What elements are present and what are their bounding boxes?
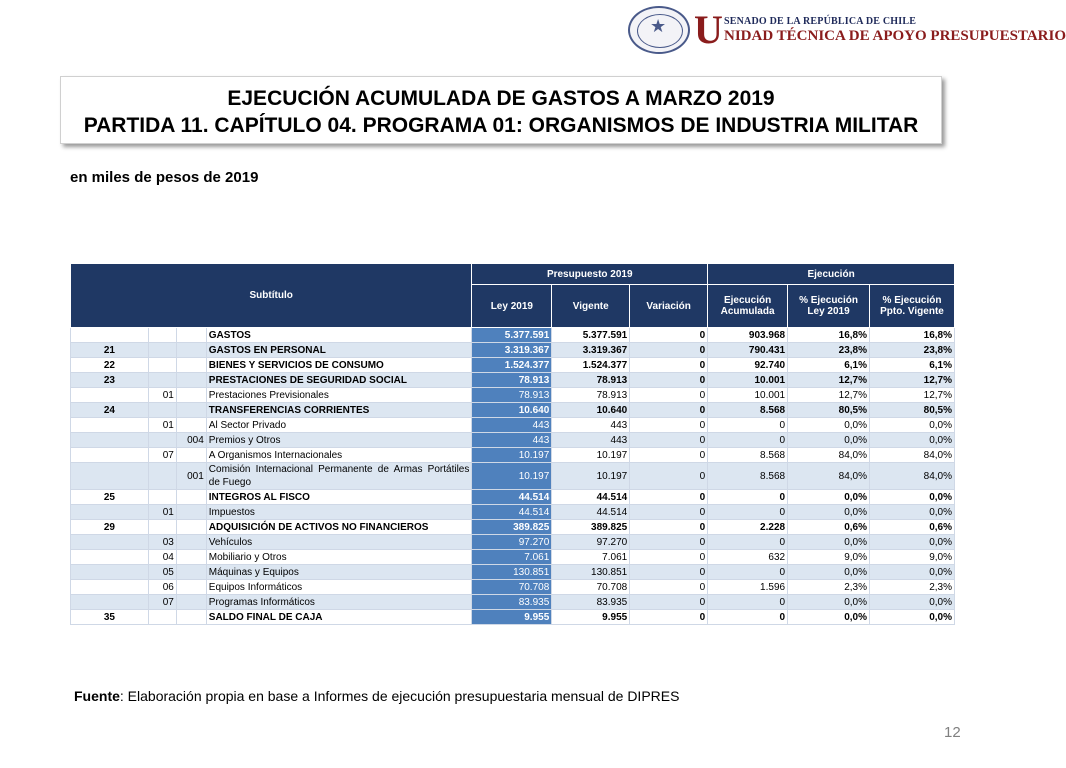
variacion-cell: 0 bbox=[630, 505, 708, 520]
description-cell: Programas Informáticos bbox=[206, 595, 472, 610]
vigente-cell: 7.061 bbox=[552, 550, 630, 565]
pct-ley-cell: 0,6% bbox=[788, 520, 870, 535]
ejecucion-cell: 903.968 bbox=[708, 328, 788, 343]
ley-cell: 97.270 bbox=[472, 535, 552, 550]
asignacion-cell bbox=[176, 580, 206, 595]
vigente-cell: 83.935 bbox=[552, 595, 630, 610]
ley-cell: 7.061 bbox=[472, 550, 552, 565]
pct-vigente-cell: 6,1% bbox=[870, 358, 955, 373]
description-cell: Máquinas y Equipos bbox=[206, 565, 472, 580]
item-cell: 01 bbox=[148, 388, 176, 403]
pct-vigente-cell: 84,0% bbox=[870, 448, 955, 463]
pct-vigente-cell: 0,0% bbox=[870, 433, 955, 448]
description-cell: Equipos Informáticos bbox=[206, 580, 472, 595]
pct-vigente-cell: 2,3% bbox=[870, 580, 955, 595]
logo-line2: NIDAD TÉCNICA DE APOYO PRESUPUESTARIO bbox=[724, 28, 1066, 44]
subtitulo-cell: 35 bbox=[71, 610, 149, 625]
subtitulo-cell: 25 bbox=[71, 490, 149, 505]
ley-cell: 443 bbox=[472, 418, 552, 433]
vigente-cell: 5.377.591 bbox=[552, 328, 630, 343]
table-row bbox=[71, 505, 955, 520]
table-row bbox=[71, 610, 955, 625]
ejecucion-cell: 632 bbox=[708, 550, 788, 565]
pct-ley-cell: 12,7% bbox=[788, 388, 870, 403]
vigente-cell: 443 bbox=[552, 433, 630, 448]
asignacion-cell bbox=[176, 418, 206, 433]
title-box bbox=[60, 76, 942, 144]
table-row bbox=[71, 520, 955, 535]
vigente-cell: 3.319.367 bbox=[552, 343, 630, 358]
ejecucion-cell: 10.001 bbox=[708, 373, 788, 388]
table-row bbox=[71, 595, 955, 610]
pct-vigente-cell: 0,0% bbox=[870, 595, 955, 610]
header-ley: Ley 2019 bbox=[472, 285, 552, 328]
pct-ley-cell: 0,0% bbox=[788, 535, 870, 550]
variacion-cell: 0 bbox=[630, 595, 708, 610]
asignacion-cell bbox=[176, 610, 206, 625]
table-row bbox=[71, 418, 955, 433]
pct-ley-cell: 0,0% bbox=[788, 595, 870, 610]
description-cell: Al Sector Privado bbox=[206, 418, 472, 433]
variacion-cell: 0 bbox=[630, 520, 708, 535]
item-cell bbox=[148, 403, 176, 418]
ley-cell: 10.640 bbox=[472, 403, 552, 418]
subtitulo-cell bbox=[71, 505, 149, 520]
subtitulo-cell bbox=[71, 388, 149, 403]
pct-vigente-cell: 0,0% bbox=[870, 565, 955, 580]
ley-cell: 130.851 bbox=[472, 565, 552, 580]
item-cell: 03 bbox=[148, 535, 176, 550]
ley-cell: 44.514 bbox=[472, 505, 552, 520]
table-row bbox=[71, 580, 955, 595]
description-cell: Premios y Otros bbox=[206, 433, 472, 448]
pct-ley-cell: 80,5% bbox=[788, 403, 870, 418]
item-cell bbox=[148, 463, 176, 490]
ley-cell: 44.514 bbox=[472, 490, 552, 505]
table-row bbox=[71, 535, 955, 550]
description-cell: BIENES Y SERVICIOS DE CONSUMO bbox=[206, 358, 472, 373]
asignacion-cell bbox=[176, 403, 206, 418]
ley-cell: 389.825 bbox=[472, 520, 552, 535]
description-cell: Impuestos bbox=[206, 505, 472, 520]
description-cell: INTEGROS AL FISCO bbox=[206, 490, 472, 505]
description-cell: GASTOS EN PERSONAL bbox=[206, 343, 472, 358]
subtitulo-cell: 29 bbox=[71, 520, 149, 535]
pct-ley-cell: 23,8% bbox=[788, 343, 870, 358]
ejecucion-cell: 92.740 bbox=[708, 358, 788, 373]
item-cell: 04 bbox=[148, 550, 176, 565]
variacion-cell: 0 bbox=[630, 610, 708, 625]
header-ejecucion-acumulada: Ejecución Acumulada bbox=[708, 285, 788, 328]
source-label: Fuente bbox=[74, 688, 120, 704]
asignacion-cell bbox=[176, 388, 206, 403]
subtitulo-cell: 22 bbox=[71, 358, 149, 373]
ley-cell: 78.913 bbox=[472, 373, 552, 388]
variacion-cell: 0 bbox=[630, 448, 708, 463]
vigente-cell: 10.197 bbox=[552, 463, 630, 490]
header-pct-ley: % Ejecución Ley 2019 bbox=[788, 285, 870, 328]
ejecucion-cell: 0 bbox=[708, 595, 788, 610]
table-row bbox=[71, 343, 955, 358]
item-cell: 07 bbox=[148, 595, 176, 610]
pct-vigente-cell: 0,0% bbox=[870, 535, 955, 550]
vigente-cell: 78.913 bbox=[552, 373, 630, 388]
subtitulo-cell bbox=[71, 595, 149, 610]
pct-vigente-cell: 9,0% bbox=[870, 550, 955, 565]
vigente-cell: 44.514 bbox=[552, 490, 630, 505]
subtitulo-cell: 21 bbox=[71, 343, 149, 358]
asignacion-cell: 004 bbox=[176, 433, 206, 448]
subtitulo-cell: 24 bbox=[71, 403, 149, 418]
item-cell bbox=[148, 520, 176, 535]
asignacion-cell bbox=[176, 565, 206, 580]
header-subtitulo: Subtítulo bbox=[71, 264, 472, 328]
source-note bbox=[74, 688, 679, 704]
asignacion-cell bbox=[176, 373, 206, 388]
description-cell: Prestaciones Previsionales bbox=[206, 388, 472, 403]
variacion-cell: 0 bbox=[630, 418, 708, 433]
subtitulo-cell bbox=[71, 433, 149, 448]
variacion-cell: 0 bbox=[630, 550, 708, 565]
vigente-cell: 44.514 bbox=[552, 505, 630, 520]
title-line1: EJECUCIÓN ACUMULADA DE GASTOS A MARZO 2019 bbox=[227, 87, 775, 110]
pct-vigente-cell: 0,0% bbox=[870, 505, 955, 520]
pct-vigente-cell: 23,8% bbox=[870, 343, 955, 358]
pct-ley-cell: 2,3% bbox=[788, 580, 870, 595]
subtitulo-cell bbox=[71, 328, 149, 343]
ley-cell: 83.935 bbox=[472, 595, 552, 610]
item-cell bbox=[148, 343, 176, 358]
asignacion-cell bbox=[176, 328, 206, 343]
ley-cell: 10.197 bbox=[472, 448, 552, 463]
subtitulo-cell bbox=[71, 535, 149, 550]
subtitulo-cell bbox=[71, 580, 149, 595]
vigente-cell: 389.825 bbox=[552, 520, 630, 535]
vigente-cell: 97.270 bbox=[552, 535, 630, 550]
asignacion-cell bbox=[176, 550, 206, 565]
description-cell: ADQUISICIÓN DE ACTIVOS NO FINANCIEROS bbox=[206, 520, 472, 535]
pct-ley-cell: 12,7% bbox=[788, 373, 870, 388]
asignacion-cell: 001 bbox=[176, 463, 206, 490]
table-row bbox=[71, 550, 955, 565]
header-variacion: Variación bbox=[630, 285, 708, 328]
header-ejecucion: Ejecución bbox=[708, 264, 955, 285]
pct-ley-cell: 16,8% bbox=[788, 328, 870, 343]
pct-vigente-cell: 84,0% bbox=[870, 463, 955, 490]
subtitulo-cell bbox=[71, 448, 149, 463]
table-row bbox=[71, 358, 955, 373]
table-row bbox=[71, 448, 955, 463]
ejecucion-cell: 8.568 bbox=[708, 448, 788, 463]
logo-big-letter: U bbox=[694, 7, 723, 52]
asignacion-cell bbox=[176, 595, 206, 610]
logo-line1: SENADO DE LA REPÚBLICA DE CHILE bbox=[724, 16, 917, 27]
pct-vigente-cell: 12,7% bbox=[870, 388, 955, 403]
asignacion-cell bbox=[176, 448, 206, 463]
subtitulo-cell bbox=[71, 565, 149, 580]
item-cell: 01 bbox=[148, 505, 176, 520]
subtitulo-cell bbox=[71, 418, 149, 433]
variacion-cell: 0 bbox=[630, 373, 708, 388]
ejecucion-cell: 0 bbox=[708, 418, 788, 433]
vigente-cell: 1.524.377 bbox=[552, 358, 630, 373]
ley-cell: 78.913 bbox=[472, 388, 552, 403]
ley-cell: 443 bbox=[472, 433, 552, 448]
table-row bbox=[71, 328, 955, 343]
header-pct-vigente: % Ejecución Ppto. Vigente bbox=[870, 285, 955, 328]
ejecucion-cell: 0 bbox=[708, 610, 788, 625]
item-cell: 07 bbox=[148, 448, 176, 463]
asignacion-cell bbox=[176, 358, 206, 373]
variacion-cell: 0 bbox=[630, 388, 708, 403]
ejecucion-cell: 0 bbox=[708, 433, 788, 448]
vigente-cell: 9.955 bbox=[552, 610, 630, 625]
subtitulo-cell bbox=[71, 550, 149, 565]
ejecucion-cell: 1.596 bbox=[708, 580, 788, 595]
table-row bbox=[71, 373, 955, 388]
source-text: : Elaboración propia en base a Informes de ejecución presupuestaria mensual de DIPRES bbox=[119, 688, 680, 704]
subtitulo-cell bbox=[71, 463, 149, 490]
ejecucion-cell: 0 bbox=[708, 565, 788, 580]
description-cell: A Organismos Internacionales bbox=[206, 448, 472, 463]
pct-vigente-cell: 0,6% bbox=[870, 520, 955, 535]
ley-cell: 9.955 bbox=[472, 610, 552, 625]
pct-vigente-cell: 0,0% bbox=[870, 490, 955, 505]
variacion-cell: 0 bbox=[630, 358, 708, 373]
units-subtitle: en miles de pesos de 2019 bbox=[70, 169, 259, 186]
description-cell: PRESTACIONES DE SEGURIDAD SOCIAL bbox=[206, 373, 472, 388]
title-line2: PARTIDA 11. CAPÍTULO 04. PROGRAMA 01: ORGANISMOS DE INDUSTRIA MILITAR bbox=[83, 114, 919, 137]
ejecucion-cell: 0 bbox=[708, 535, 788, 550]
item-cell bbox=[148, 373, 176, 388]
pct-ley-cell: 0,0% bbox=[788, 433, 870, 448]
vigente-cell: 70.708 bbox=[552, 580, 630, 595]
ley-cell: 5.377.591 bbox=[472, 328, 552, 343]
item-cell bbox=[148, 490, 176, 505]
pct-vigente-cell: 12,7% bbox=[870, 373, 955, 388]
vigente-cell: 10.640 bbox=[552, 403, 630, 418]
pct-ley-cell: 6,1% bbox=[788, 358, 870, 373]
page-number: 12 bbox=[944, 724, 961, 741]
description-cell: SALDO FINAL DE CAJA bbox=[206, 610, 472, 625]
ejecucion-cell: 10.001 bbox=[708, 388, 788, 403]
header-presupuesto: Presupuesto 2019 bbox=[472, 264, 708, 285]
ejecucion-cell: 8.568 bbox=[708, 463, 788, 490]
pct-ley-cell: 9,0% bbox=[788, 550, 870, 565]
asignacion-cell bbox=[176, 505, 206, 520]
variacion-cell: 0 bbox=[630, 580, 708, 595]
asignacion-cell bbox=[176, 490, 206, 505]
item-cell bbox=[148, 433, 176, 448]
table-row bbox=[71, 463, 955, 490]
ley-cell: 70.708 bbox=[472, 580, 552, 595]
asignacion-cell bbox=[176, 535, 206, 550]
variacion-cell: 0 bbox=[630, 463, 708, 490]
subtitulo-cell: 23 bbox=[71, 373, 149, 388]
pct-vigente-cell: 16,8% bbox=[870, 328, 955, 343]
pct-ley-cell: 0,0% bbox=[788, 418, 870, 433]
senate-seal-icon: ★ bbox=[628, 6, 690, 54]
table-row bbox=[71, 433, 955, 448]
item-cell bbox=[148, 610, 176, 625]
header-vigente: Vigente bbox=[552, 285, 630, 328]
item-cell: 05 bbox=[148, 565, 176, 580]
vigente-cell: 443 bbox=[552, 418, 630, 433]
description-cell: GASTOS bbox=[206, 328, 472, 343]
senate-logo bbox=[628, 6, 1066, 56]
item-cell bbox=[148, 328, 176, 343]
vigente-cell: 130.851 bbox=[552, 565, 630, 580]
pct-ley-cell: 0,0% bbox=[788, 490, 870, 505]
pct-vigente-cell: 0,0% bbox=[870, 418, 955, 433]
table-row bbox=[71, 490, 955, 505]
item-cell: 01 bbox=[148, 418, 176, 433]
table-row bbox=[71, 565, 955, 580]
ejecucion-cell: 8.568 bbox=[708, 403, 788, 418]
ejecucion-cell: 2.228 bbox=[708, 520, 788, 535]
variacion-cell: 0 bbox=[630, 328, 708, 343]
asignacion-cell bbox=[176, 343, 206, 358]
ley-cell: 10.197 bbox=[472, 463, 552, 490]
ley-cell: 3.319.367 bbox=[472, 343, 552, 358]
pct-ley-cell: 84,0% bbox=[788, 463, 870, 490]
pct-vigente-cell: 80,5% bbox=[870, 403, 955, 418]
description-cell: Mobiliario y Otros bbox=[206, 550, 472, 565]
item-cell bbox=[148, 358, 176, 373]
variacion-cell: 0 bbox=[630, 565, 708, 580]
table-row bbox=[71, 403, 955, 418]
budget-table bbox=[70, 263, 955, 625]
ejecucion-cell: 0 bbox=[708, 505, 788, 520]
pct-ley-cell: 0,0% bbox=[788, 610, 870, 625]
variacion-cell: 0 bbox=[630, 343, 708, 358]
variacion-cell: 0 bbox=[630, 403, 708, 418]
pct-vigente-cell: 0,0% bbox=[870, 610, 955, 625]
pct-ley-cell: 0,0% bbox=[788, 565, 870, 580]
ejecucion-cell: 790.431 bbox=[708, 343, 788, 358]
pct-ley-cell: 0,0% bbox=[788, 505, 870, 520]
item-cell: 06 bbox=[148, 580, 176, 595]
variacion-cell: 0 bbox=[630, 535, 708, 550]
variacion-cell: 0 bbox=[630, 433, 708, 448]
description-cell: Comisión Internacional Permanente de Armas Portátiles de Fuego bbox=[206, 463, 472, 490]
pct-ley-cell: 84,0% bbox=[788, 448, 870, 463]
ley-cell: 1.524.377 bbox=[472, 358, 552, 373]
vigente-cell: 10.197 bbox=[552, 448, 630, 463]
asignacion-cell bbox=[176, 520, 206, 535]
vigente-cell: 78.913 bbox=[552, 388, 630, 403]
description-cell: TRANSFERENCIAS CORRIENTES bbox=[206, 403, 472, 418]
table-row bbox=[71, 388, 955, 403]
ejecucion-cell: 0 bbox=[708, 490, 788, 505]
description-cell: Vehículos bbox=[206, 535, 472, 550]
variacion-cell: 0 bbox=[630, 490, 708, 505]
